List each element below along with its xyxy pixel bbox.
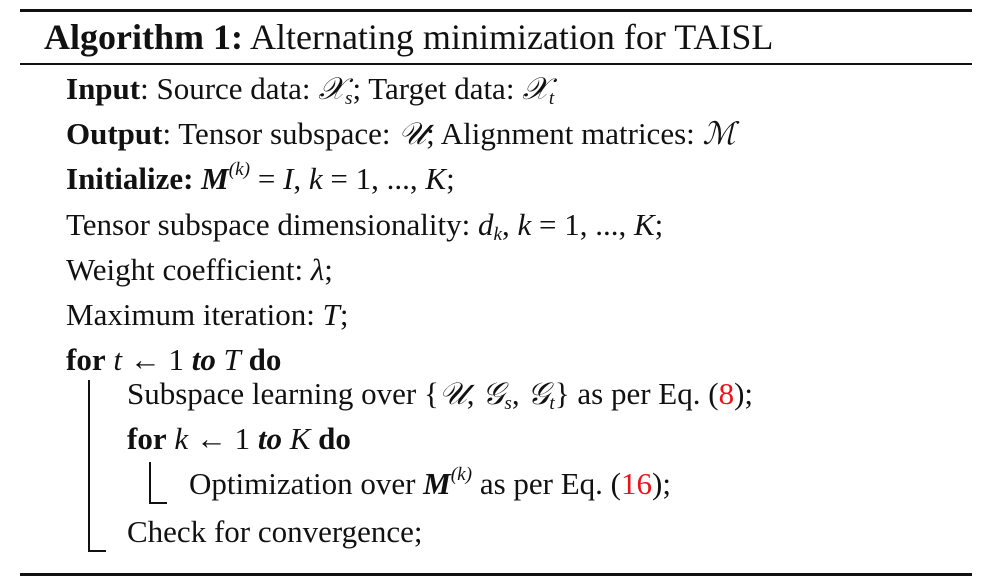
- weight-text: Weight coefficient:: [66, 252, 311, 287]
- check-text: Check for convergence;: [127, 514, 423, 549]
- output-text: : Tensor subspace:: [162, 116, 399, 151]
- opt-superscript: (k): [450, 464, 473, 486]
- input-text: : Source data:: [140, 71, 319, 106]
- opt-matrix-M: M: [423, 466, 451, 501]
- sub-text-2: } as per Eq. (: [554, 376, 719, 411]
- dim-comma: ,: [501, 207, 518, 242]
- opt-text-2: as per Eq. (: [472, 466, 621, 501]
- sub-G-source-subscript: s: [504, 392, 512, 414]
- source-data-symbol: 𝒳: [318, 71, 345, 107]
- equation-ref-8[interactable]: 8: [718, 376, 735, 411]
- to-keyword: to: [191, 342, 216, 377]
- loop-bound-K: K: [289, 421, 311, 456]
- sub-comma: ,: [466, 376, 483, 411]
- loop-var-t: t: [113, 342, 122, 377]
- lambda-symbol: λ: [310, 252, 325, 287]
- weight-end: ;: [324, 252, 333, 287]
- to-keyword-inner: to: [257, 421, 282, 456]
- sub-comma-2: ,: [511, 376, 528, 411]
- input-line: [66, 70, 554, 108]
- dim-end: ;: [654, 207, 664, 242]
- do-keyword-inner: do: [318, 421, 351, 456]
- assign-arrow: ← 1: [121, 342, 192, 377]
- input-text-2: ; Target data:: [352, 71, 523, 106]
- algorithm-title: Alternating minimization for TAISL: [249, 17, 774, 57]
- dim-d: d: [477, 207, 494, 242]
- opt-text: Optimization over: [189, 466, 424, 501]
- inner-block-end-tick: [149, 502, 167, 504]
- equation-ref-16[interactable]: 16: [621, 466, 652, 501]
- outer-for-line: [66, 341, 281, 379]
- for-keyword-inner: for: [127, 421, 167, 456]
- target-subscript: t: [548, 87, 555, 109]
- do-keyword: do: [248, 342, 282, 377]
- dim-K: K: [633, 207, 655, 242]
- sub-G-target-symbol: 𝒢: [527, 376, 550, 412]
- dim-k: k: [517, 207, 532, 242]
- init-range: = 1, ...,: [322, 161, 426, 196]
- initialize-line: [66, 160, 455, 198]
- sub-text-3: );: [734, 376, 753, 411]
- opt-text-3: );: [652, 466, 671, 501]
- init-equals: =: [250, 161, 284, 196]
- loop-bound-T: T: [223, 342, 241, 377]
- init-identity: I: [283, 161, 294, 196]
- output-keyword: Output: [66, 116, 163, 151]
- tensor-subspace-symbol: 𝒰: [398, 116, 427, 152]
- source-subscript: s: [344, 87, 353, 109]
- bottom-rule: [20, 573, 972, 576]
- input-keyword: Input: [66, 71, 141, 106]
- subspace-learning-line: [127, 375, 753, 413]
- inner-for-line: [127, 420, 351, 458]
- init-end: ;: [446, 161, 455, 196]
- maxit-T: T: [322, 297, 340, 332]
- init-K: K: [425, 161, 447, 196]
- maxit-text: Maximum iteration:: [66, 297, 323, 332]
- sub-G-target-subscript: t: [549, 392, 555, 414]
- alignment-matrices-symbol: ℳ: [702, 116, 736, 152]
- init-superscript: (k): [228, 159, 251, 181]
- sub-G-source-symbol: 𝒢: [482, 376, 505, 412]
- optimization-line: [189, 465, 671, 503]
- inner-block-vertical-bar: [149, 462, 151, 504]
- loop-var-k: k: [174, 421, 189, 456]
- output-line: [66, 115, 736, 153]
- convergence-line: [127, 513, 423, 551]
- caption-rule: [20, 63, 972, 65]
- dim-subscript: k: [493, 223, 502, 245]
- weight-line: [66, 251, 333, 289]
- sub-U-symbol: 𝒰: [438, 376, 467, 412]
- outer-block-end-tick: [88, 550, 106, 552]
- for-keyword: for: [66, 342, 106, 377]
- target-data-symbol: 𝒳: [522, 71, 549, 107]
- max-iteration-line: [66, 296, 348, 334]
- outer-block-vertical-bar: [88, 380, 90, 552]
- algorithm-label: Algorithm 1:: [44, 17, 243, 57]
- dim-text: Tensor subspace dimensionality:: [66, 207, 478, 242]
- sub-text: Subspace learning over {: [127, 376, 439, 411]
- dimensionality-line: [66, 206, 663, 244]
- init-comma: ,: [293, 161, 309, 196]
- assign-arrow-inner: ← 1: [188, 421, 258, 456]
- init-k: k: [308, 161, 323, 196]
- top-rule: [20, 9, 972, 12]
- maxit-end: ;: [339, 297, 349, 332]
- initialize-keyword: Initialize:: [66, 161, 194, 196]
- init-matrix-M: M: [201, 161, 229, 196]
- algorithm-caption: [44, 14, 773, 60]
- dim-range: = 1, ...,: [531, 207, 634, 242]
- output-text-2: ; Alignment matrices:: [426, 116, 703, 151]
